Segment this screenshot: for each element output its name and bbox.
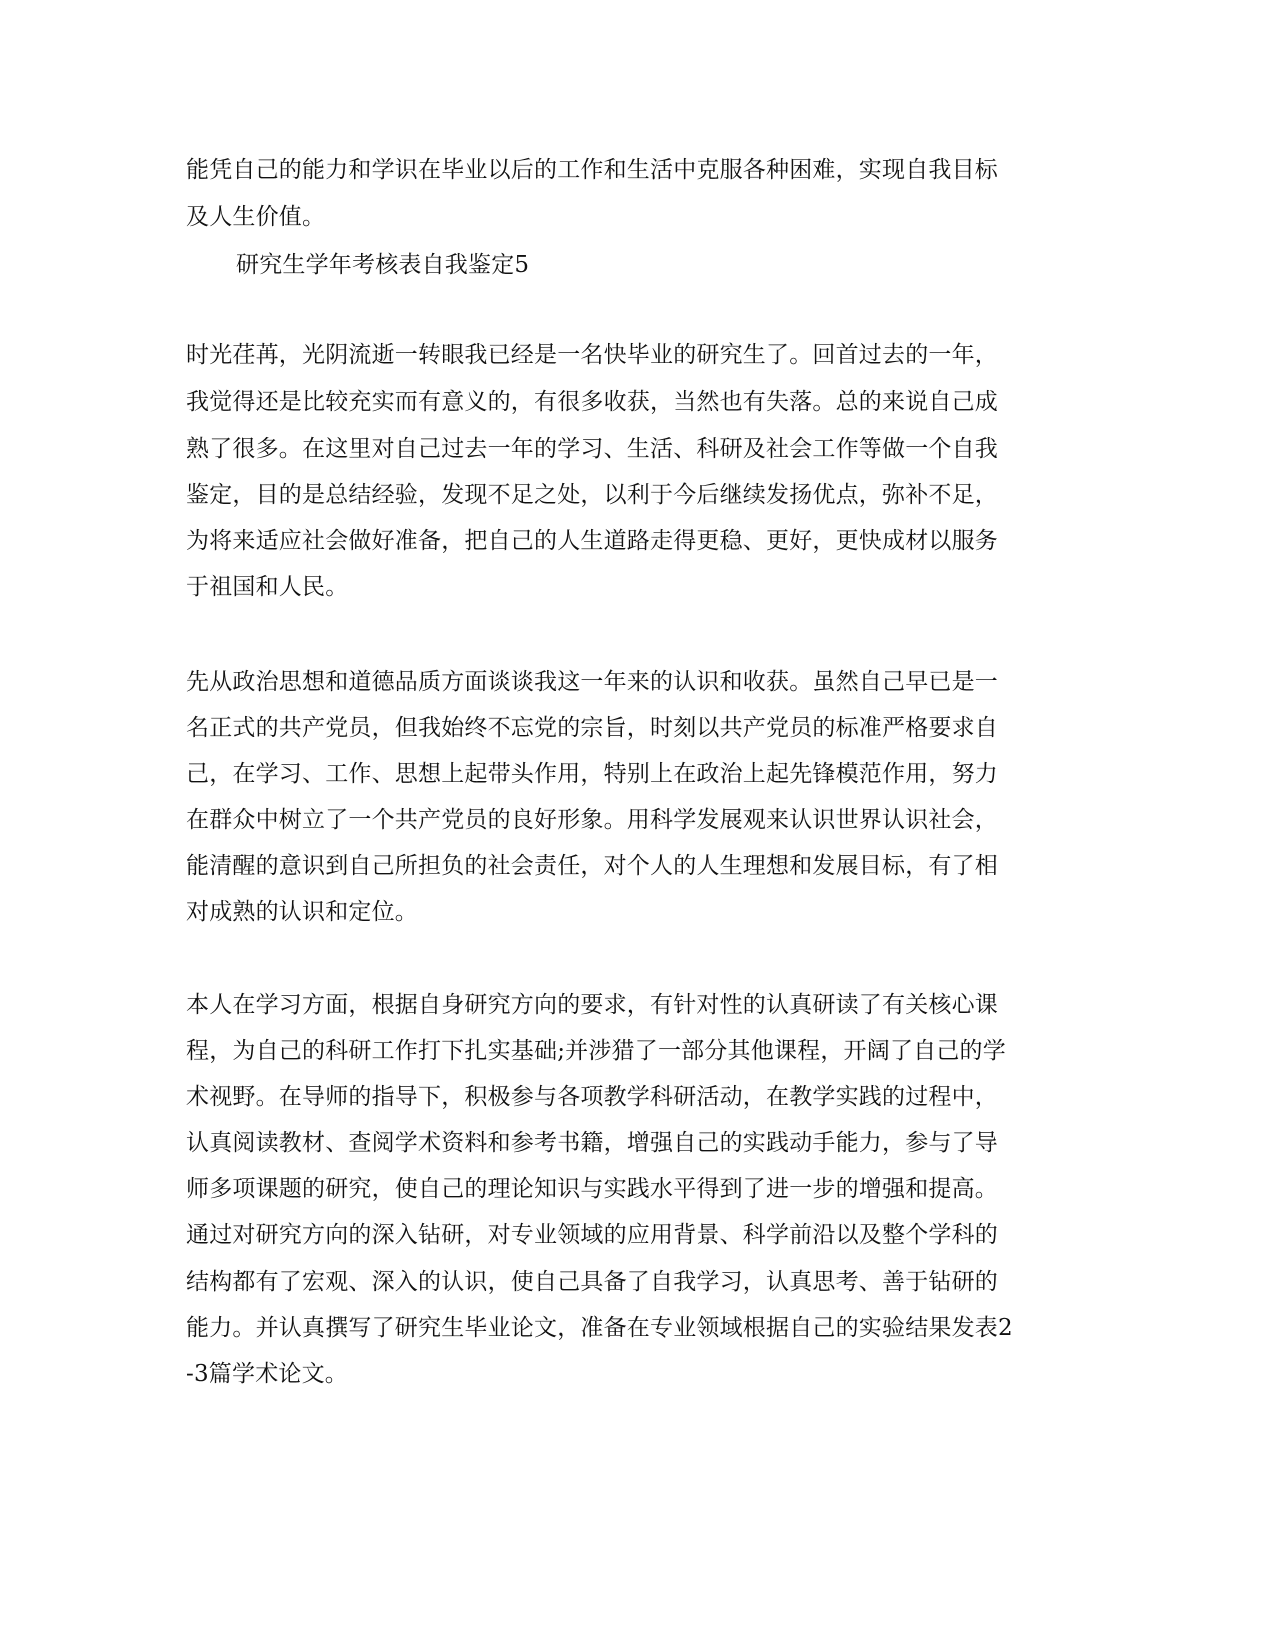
body-text-line: 术视野。在导师的指导下，积极参与各项教学科研活动，在教学实践的过程中，: [186, 1084, 998, 1110]
body-text-line: 程，为自己的科研工作打下扎实基础;并涉猎了一部分其他课程，开阔了自己的学: [186, 1038, 1006, 1064]
body-text-line: 对成熟的认识和定位。: [186, 899, 418, 925]
body-text-line: 及人生价值。: [186, 204, 326, 230]
body-text-line: 师多项课题的研究，使自己的理论知识与实践水平得到了进一步的增强和提高。: [186, 1176, 998, 1202]
body-text-line: 能清醒的意识到自己所担负的社会责任，对个人的人生理想和发展目标，有了相: [186, 853, 998, 879]
body-text-line: 认真阅读教材、查阅学术资料和参考书籍，增强自己的实践动手能力，参与了导: [186, 1130, 998, 1156]
body-text-line: 时光荏苒，光阴流逝一转眼我已经是一名快毕业的研究生了。回首过去的一年，: [186, 342, 998, 368]
body-text-line: 本人在学习方面，根据自身研究方向的要求，有针对性的认真研读了有关核心课: [186, 992, 998, 1018]
body-text-line: 能凭自己的能力和学识在毕业以后的工作和生活中克服各种困难，实现自我目标: [186, 157, 998, 183]
body-text-line: 为将来适应社会做好准备，把自己的人生道路走得更稳、更好，更快成材以服务: [186, 528, 998, 554]
body-text-line: 名正式的共产党员，但我始终不忘党的宗旨，时刻以共产党员的标准严格要求自: [186, 715, 998, 741]
body-text-line: 鉴定，目的是总结经验，发现不足之处，以利于今后继续发扬优点，弥补不足，: [186, 482, 998, 508]
body-text-line: 先从政治思想和道德品质方面谈谈我这一年来的认识和收获。虽然自己早已是一: [186, 669, 998, 695]
body-text-line: 通过对研究方向的深入钻研，对专业领域的应用背景、科学前沿以及整个学科的: [186, 1222, 998, 1248]
body-text-line: 熟了很多。在这里对自己过去一年的学习、生活、科研及社会工作等做一个自我: [186, 436, 998, 462]
body-text-line: 在群众中树立了一个共产党员的良好形象。用科学发展观来认识世界认识社会，: [186, 807, 998, 833]
body-text-line: 结构都有了宏观、深入的认识，使自己具备了自我学习，认真思考、善于钻研的: [186, 1269, 998, 1295]
body-text-line: 我觉得还是比较充实而有意义的，有很多收获，当然也有失落。总的来说自己成: [186, 389, 998, 415]
body-text-line: 于祖国和人民。: [186, 574, 349, 600]
body-text-line: 己，在学习、工作、思想上起带头作用，特别上在政治上起先锋模范作用，努力: [186, 761, 998, 787]
body-text-line: -3篇学术论文。: [186, 1361, 349, 1387]
body-text-line: 能力。并认真撰写了研究生毕业论文，准备在专业领域根据自己的实验结果发表2: [186, 1315, 1013, 1341]
section-heading: 研究生学年考核表自我鉴定5: [236, 252, 530, 278]
